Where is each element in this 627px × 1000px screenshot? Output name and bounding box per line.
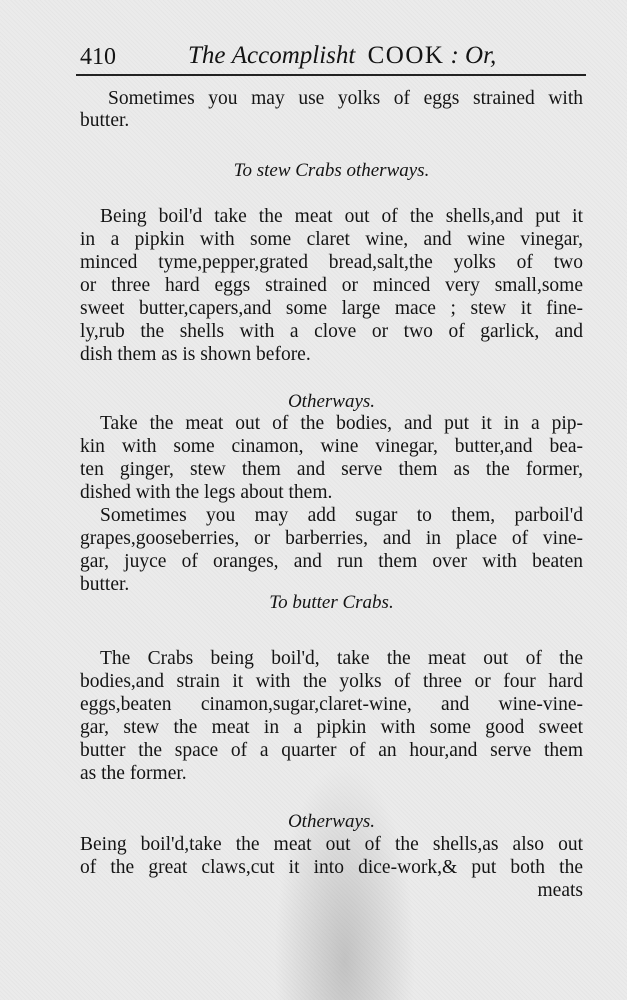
text-line: of the great claws,cut it into dice-work,& put both the: [80, 857, 583, 878]
page-header: [80, 40, 585, 72]
text-line: as the former.: [80, 763, 187, 784]
page-number: 410: [80, 44, 116, 70]
text-line: butter.: [80, 574, 130, 595]
text-line: The Crabs being boil'd, take the meat out of the: [100, 648, 583, 669]
text-line: bodies,and strain it with the yolks of three or four hard: [80, 671, 583, 692]
text-line: kin with some cinamon, wine vinegar, butter,and bea-: [80, 436, 583, 457]
section-heading-otherways: Otherways.: [287, 391, 376, 412]
running-title-the: The: [188, 42, 226, 69]
header-rule: [76, 74, 586, 76]
text-line: ly,rub the shells with a clove or two of garlick, and: [80, 321, 583, 342]
text-line: butter the space of a quarter of an hour,and serve them: [80, 740, 583, 761]
text-line: Sometimes you may use yolks of eggs strained with: [108, 88, 583, 109]
running-title-or: : Or,: [450, 42, 497, 69]
text-line: Take the meat out of the bodies, and put it in a pip-: [100, 413, 583, 434]
text-line: in a pipkin with some claret wine, and wine vinegar,: [80, 229, 583, 250]
text-line: gar, juyce of oranges, and run them over with beaten: [80, 551, 583, 572]
catchword: meats: [537, 880, 583, 901]
text-line: Being boil'd take the meat out of the shells,and put it: [100, 206, 583, 227]
running-title-cook: COOK: [367, 42, 445, 69]
text-line: dish them as is shown before.: [80, 344, 311, 365]
text-line: minced tyme,pepper,grated bread,salt,the yolks of two: [80, 252, 583, 273]
text-line: Being boil'd,take the meat out of the shells,as also out: [80, 834, 583, 855]
text-line: grapes,gooseberries, or barberries, and in place of vine-: [80, 528, 583, 549]
text-line: or three hard eggs strained or minced very small,some: [80, 275, 583, 296]
text-line: sweet butter,capers,and some large mace ; stew it fine-: [80, 298, 583, 319]
section-heading-stew-crabs: To stew Crabs otherways.: [233, 160, 430, 181]
text-line: gar, stew the meat in a pipkin with some good sweet: [80, 717, 583, 738]
running-title: [188, 42, 496, 70]
text-line: dished with the legs about them.: [80, 482, 333, 503]
text-line: Sometimes you may add sugar to them, parboil'd: [100, 505, 583, 526]
section-heading-otherways-2: Otherways.: [287, 811, 376, 832]
text-line: eggs,beaten cinamon,sugar,claret-wine, and wine-vine-: [80, 694, 583, 715]
section-heading-butter-crabs: To butter Crabs.: [269, 592, 394, 613]
running-title-accomplisht: Accomplisht: [231, 42, 356, 69]
text-line: butter.: [80, 110, 130, 131]
text-line: ten ginger, stew them and serve them as the former,: [80, 459, 583, 480]
